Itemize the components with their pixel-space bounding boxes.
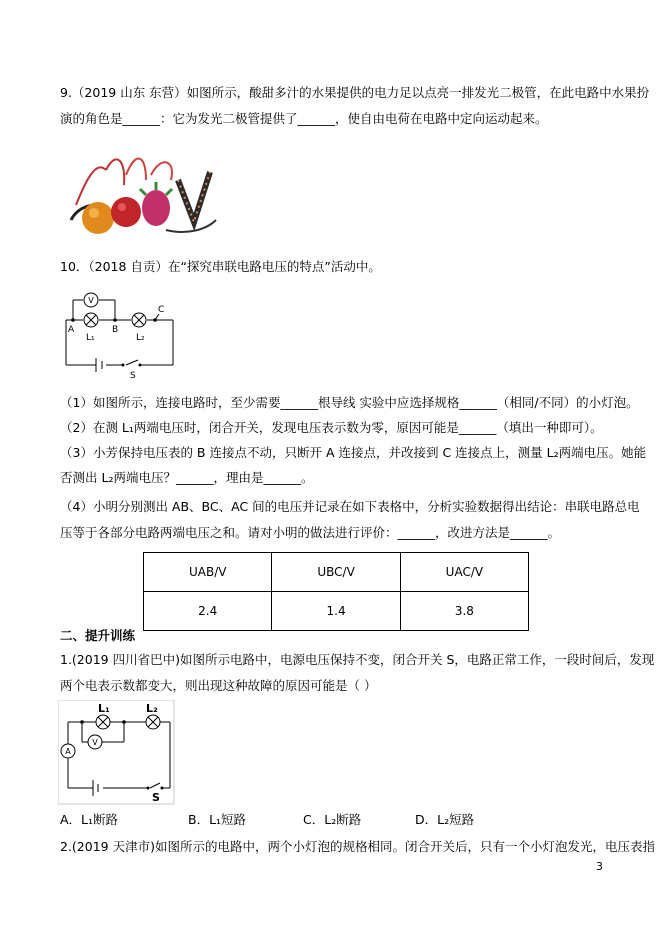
lamp-l1-label: L₁ <box>86 333 95 343</box>
series-circuit-diagram <box>58 290 183 380</box>
table-row <box>144 592 529 631</box>
voltmeter-label: V <box>92 738 98 747</box>
q10-sub4b: 压等于各部分电路两端电压之和。请对小明的做法进行评价：______，改进方法是______。 <box>60 525 561 540</box>
point-c-label: C <box>158 305 165 315</box>
point-b-label: B <box>112 325 119 335</box>
table-cell-uac: 3.8 <box>400 592 528 631</box>
answer-options <box>60 810 580 828</box>
q10-sub3b: 否测出 L₂两端电压？______，理由是______。 <box>60 470 314 485</box>
q10-title: 10．（2018 自贡）在“探究串联电路电压的特点”活动中。 <box>60 259 381 274</box>
voltage-table <box>143 552 529 631</box>
lamp-l1-label: L₁ <box>98 702 110 715</box>
q10-sub1: （1）如图所示，连接电路时，至少需要______根导线 实验中应选择规格______（相同/不同）的小灯泡。 <box>60 395 639 410</box>
ammeter-label: A <box>65 747 71 756</box>
q9-line2: 演的角色是______：它为发光二极管提供了______，使自由电荷在电路中定向运动起来。 <box>60 111 548 126</box>
section-title: 二、提升训练 <box>60 628 136 643</box>
option-a[interactable]: A．L₁断路 <box>60 812 119 827</box>
point-a-label: A <box>68 325 75 335</box>
q10-sub4a: （4）小明分别测出 AB、BC、AC 间的电压并记录在如下表格中，分析实验数据得出结论：串联电路总电 <box>60 499 640 514</box>
p1-line2: 两个电表示数都变大，则出现这种故障的原因可能是（ ） <box>60 678 377 693</box>
page-number: 3 <box>596 860 603 873</box>
p1-line1: 1.(2019 四川省巴中)如图所示电路中，电源电压保持不变，闭合开关 S，电路正常工作，一段时间后，发现 <box>60 652 655 667</box>
fault-circuit-diagram <box>58 700 178 806</box>
fruit-battery-image <box>66 150 226 240</box>
table-cell-uab: 2.4 <box>144 592 272 631</box>
q10-sub2: （2）在测 L₁两端电压时，闭合开关，发现电压表示数为零，原因可能是______（填出一种即可）。 <box>60 420 603 435</box>
table-header-ubc: UBC/V <box>272 553 400 592</box>
q9-line1: 9.（2019 山东 东营）如图所示，酸甜多汁的水果提供的电力足以点亮一排发光二极管，在此电路中水果扮 <box>60 85 650 100</box>
q10-sub3a: （3）小芳保持电压表的 B 连接点不动，只断开 A 连接点，并改接到 C 连接点上，测量 L₂两端电压。她能 <box>60 445 647 460</box>
table-row <box>144 553 529 592</box>
lamp-l2-label: L₂ <box>136 333 145 343</box>
switch-s-label: S <box>130 371 136 380</box>
option-d[interactable]: D．L₂短路 <box>415 812 475 827</box>
option-b[interactable]: B．L₁短路 <box>188 812 247 827</box>
p2-line1: 2.(2019 天津市)如图所示的电路中，两个小灯泡的规格相同。闭合开关后，只有一个小灯泡发光，电压表指 <box>60 839 655 854</box>
option-c[interactable]: C．L₂断路 <box>303 812 362 827</box>
voltmeter-label: V <box>88 296 94 305</box>
lamp-l2-label: L₂ <box>146 702 158 715</box>
table-header-uac: UAC/V <box>400 553 528 592</box>
table-cell-ubc: 1.4 <box>272 592 400 631</box>
table-header-uab: UAB/V <box>144 553 272 592</box>
switch-s-label: S <box>152 791 160 804</box>
